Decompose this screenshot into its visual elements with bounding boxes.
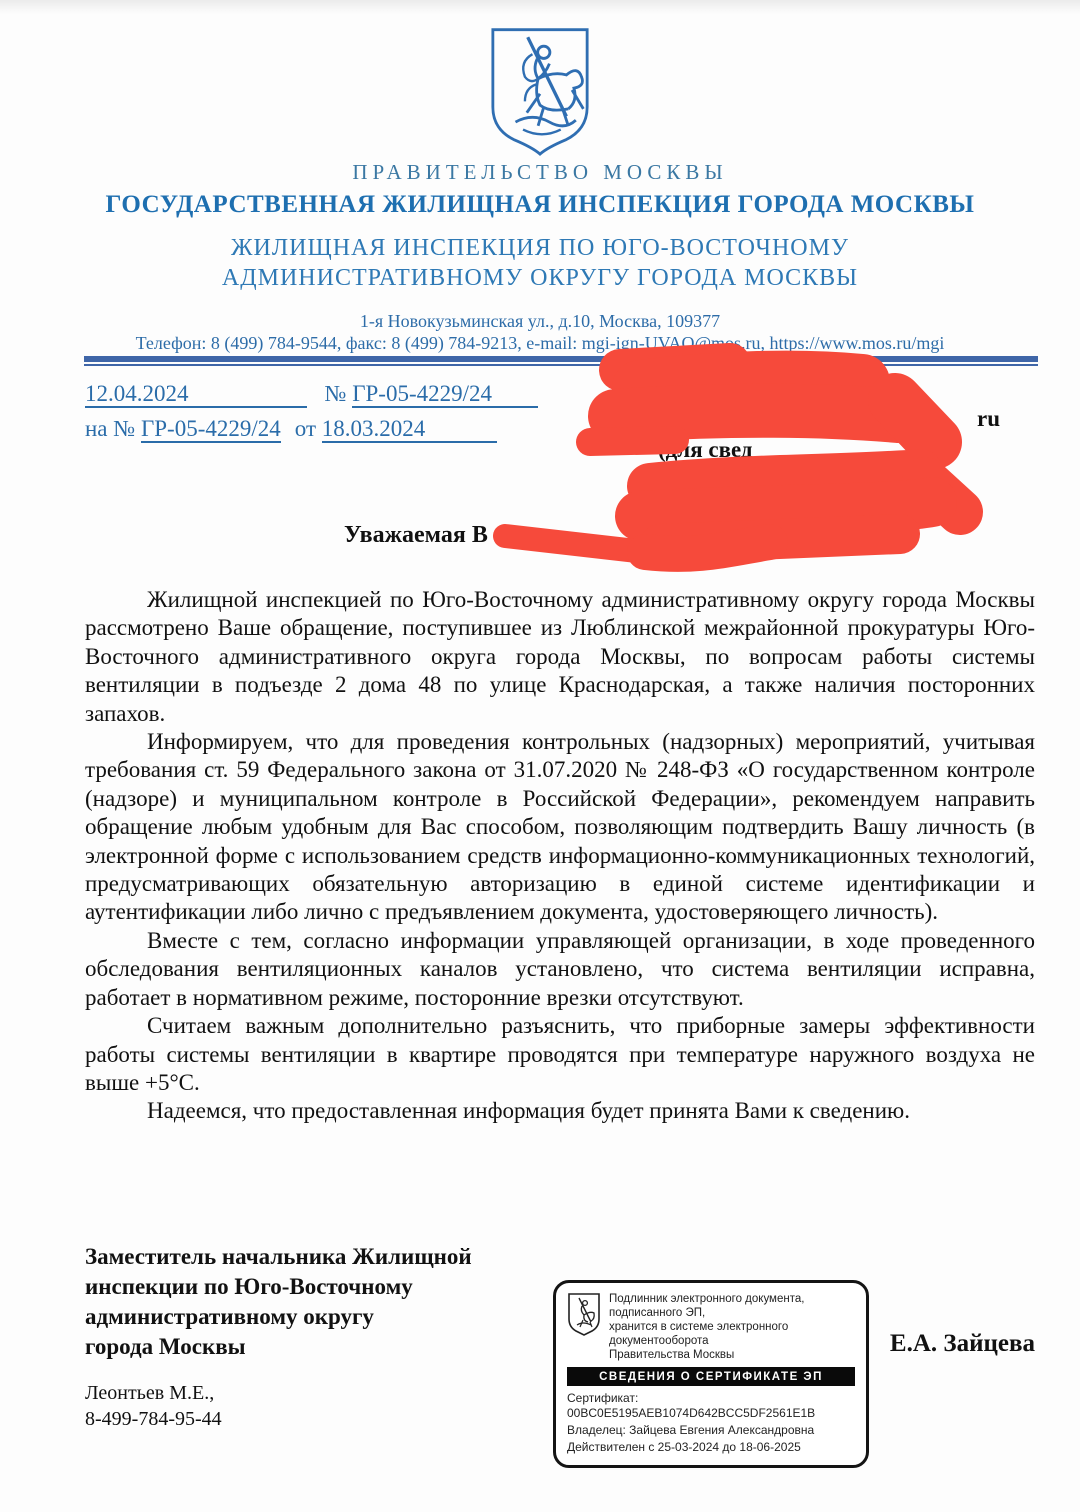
salutation: Уважаемая В bbox=[344, 522, 488, 548]
digital-signature-stamp bbox=[553, 1280, 869, 1468]
stamp-description-line: Правительства Москвы bbox=[609, 1349, 735, 1361]
signer-name: Е.А. Зайцева bbox=[889, 1330, 1035, 1357]
letter-date: 12.04.2024 bbox=[85, 381, 307, 408]
signer-position-line: Заместитель начальника Жилищной bbox=[85, 1244, 472, 1269]
paragraph: Вместе с тем, согласно информации управляющей организации, в ходе проведенного обследования вентиляционных каналов установлено, что система вентиляции исправна, работает в нормативном режиме, посторонние врезки отсутствуют. bbox=[85, 927, 1035, 1010]
executor-phone: 8-499-784-95-44 bbox=[85, 1408, 222, 1430]
paragraph: Надеемся, что предоставленная информация будет принята Вами к сведению. bbox=[147, 1098, 910, 1124]
recipient-fragment-ru: ru bbox=[977, 406, 1000, 431]
reply-number: ГР-05-4229/24 bbox=[140, 416, 281, 441]
paragraph: Жилищной инспекцией по Юго-Восточному административному округу города Москвы рассмотрено Ваше обращение, поступившее из Люблинской межрайонной прокуратуры Юго-Восточного административного округа города Москвы, по вопросам работы системы вентиляции в подъезде 2 дома 48 по улице Краснодарская, а также наличия посторонних запахов. bbox=[85, 587, 1035, 726]
stamp-description bbox=[609, 1292, 855, 1362]
paragraph: Информируем, что для проведения контрольных (надзорных) мероприятий, учитывая требования ст. 59 Федерального закона от 31.07.2020 № 248-ФЗ «О государственном контроле (надзоре) и муниципальном контроле в Российской Федерации», рекомендуем направить обращение любым удобным для Вас способом, позволяющим подтвердить Вашу личность (в электронной форме с использованием средств информационно-коммуникационных технологий, предусматривающих обязательную авторизацию в единой системе идентификации и аутентификации либо лично с предъявлением документа, удостоверяющего личность). bbox=[85, 729, 1035, 925]
stamp-certificate-header: СВЕДЕНИЯ О СЕРТИФИКАТЕ ЭП bbox=[567, 1367, 855, 1386]
number-label: № bbox=[324, 381, 347, 406]
letter-body bbox=[85, 586, 1035, 1126]
stamp-certificate-owner: Владелец: Зайцева Евгения Александровна bbox=[567, 1423, 815, 1437]
executor-block bbox=[85, 1380, 222, 1432]
moscow-coat-of-arms-small-icon bbox=[567, 1292, 601, 1336]
red-redaction-scribble bbox=[470, 330, 1040, 600]
stamp-description-line: хранится в системе электронного документооборота bbox=[609, 1321, 789, 1347]
department-title-line1: ЖИЛИЩНАЯ ИНСПЕКЦИЯ ПО ЮГО-ВОСТОЧНОМУ bbox=[231, 235, 849, 261]
signer-position bbox=[85, 1242, 472, 1362]
contacts-line: Телефон: 8 (499) 784-9544, факс: 8 (499) 784-9213, e-mail: mgi-ign-UVAO@mos.ru, https://www.mos.ru/mgi bbox=[135, 333, 945, 353]
organization-title: ГОСУДАРСТВЕННАЯ ЖИЛИЩНАЯ ИНСПЕКЦИЯ ГОРОДА МОСКВЫ bbox=[105, 191, 975, 218]
reply-date: 18.03.2024 bbox=[322, 416, 498, 443]
department-title-line2: АДМИНИСТРАТИВНОМУ ОКРУГУ ГОРОДА МОСКВЫ bbox=[221, 265, 859, 291]
recipient-fragment-dlya-svedeniya: (для свед bbox=[658, 437, 753, 462]
address-line: 1-я Новокузьминская ул., д.10, Москва, 109377 bbox=[359, 311, 721, 331]
letter-number: ГР-05-4229/24 bbox=[352, 381, 538, 408]
signature-area bbox=[85, 1242, 1035, 1472]
reply-date-label: от bbox=[294, 416, 317, 441]
paragraph: Считаем важным дополнительно разъяснить, что приборные замеры эффективности работы системы вентиляции в квартире проводятся при температуре наружного воздуха не выше +5°С. bbox=[85, 1013, 1035, 1095]
stamp-certificate-validity: Действителен с 25-03-2024 до 18-06-2025 bbox=[567, 1440, 801, 1454]
signer-position-line: административному округу bbox=[85, 1304, 374, 1329]
signer-position-line: инспекции по Юго-Восточному bbox=[85, 1274, 413, 1299]
reply-prefix: на № bbox=[85, 416, 136, 441]
stamp-description-line: Подлинник электронного документа, подписанного ЭП, bbox=[609, 1293, 805, 1319]
moscow-coat-of-arms-icon bbox=[483, 24, 597, 156]
executor-name: Леонтьев М.Е., bbox=[85, 1382, 215, 1404]
signer-position-line: города Москвы bbox=[85, 1334, 246, 1359]
government-header: ПРАВИТЕЛЬСТВО МОСКВЫ bbox=[352, 160, 728, 184]
stamp-certificate-number: Сертификат: 00BC0E5195AEB1074D642BCC5DF2561E1B bbox=[567, 1391, 816, 1420]
